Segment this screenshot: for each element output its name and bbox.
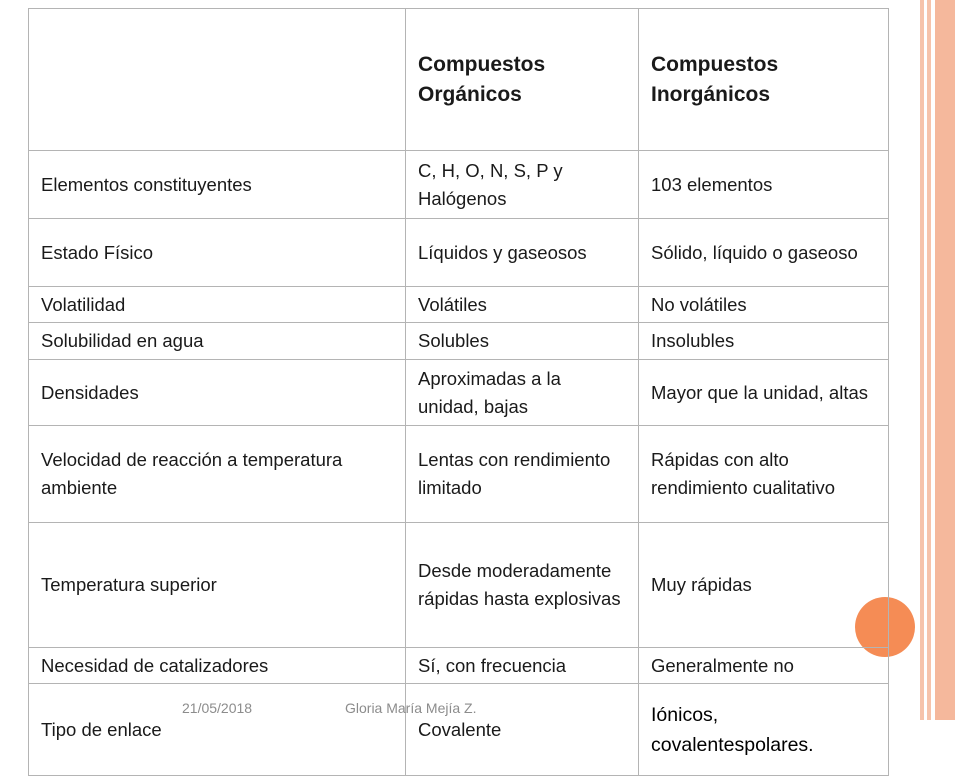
inorganic-cell: Iónicos, covalentespolares. — [639, 684, 889, 776]
footer-author: Gloria María Mejía Z. — [345, 700, 477, 716]
decorative-stripes — [920, 0, 960, 720]
inorganic-cell: Rápidas con alto rendimiento cualitativo — [639, 426, 889, 523]
row-label: Velocidad de reacción a temperatura ambiente — [29, 426, 406, 523]
table-row — [29, 684, 889, 776]
inorganic-cell: Mayor que la unidad, altas — [639, 360, 889, 426]
inorganic-cell: 103 elementos — [639, 151, 889, 219]
organic-cell: Líquidos y gaseosos — [406, 219, 639, 287]
table-row — [29, 523, 889, 648]
header-cell-empty — [29, 9, 406, 151]
inorganic-cell: Generalmente no — [639, 648, 889, 684]
table-row — [29, 648, 889, 684]
header-cell-organic: Compuestos Orgánicos — [406, 9, 639, 151]
organic-cell: C, H, O, N, S, P y Halógenos — [406, 151, 639, 219]
table-row — [29, 151, 889, 219]
row-label: Estado Físico — [29, 219, 406, 287]
inorganic-cell: Sólido, líquido o gaseoso — [639, 219, 889, 287]
inorganic-cell: Muy rápidas — [639, 523, 889, 648]
comparison-table — [28, 8, 889, 776]
organic-cell: Aproximadas a la unidad, bajas — [406, 360, 639, 426]
table-row — [29, 426, 889, 523]
header-cell-inorganic: Compuestos Inorgánicos — [639, 9, 889, 151]
row-label: Temperatura superior — [29, 523, 406, 648]
row-label: Necesidad de catalizadores — [29, 648, 406, 684]
organic-cell: Lentas con rendimiento limitado — [406, 426, 639, 523]
organic-cell: Sí, con frecuencia — [406, 648, 639, 684]
inorganic-cell: No volátiles — [639, 287, 889, 323]
row-label: Tipo de enlace — [29, 684, 406, 776]
table-row — [29, 360, 889, 426]
organic-cell: Desde moderadamente rápidas hasta explosivas — [406, 523, 639, 648]
table-header-row — [29, 9, 889, 151]
footer-date: 21/05/2018 — [182, 700, 253, 716]
table-row — [29, 323, 889, 360]
row-label: Densidades — [29, 360, 406, 426]
inorganic-cell: Insolubles — [639, 323, 889, 360]
table-row — [29, 219, 889, 287]
row-label: Volatilidad — [29, 287, 406, 323]
organic-cell: Covalente — [406, 684, 639, 776]
row-label: Elementos constituyentes — [29, 151, 406, 219]
organic-cell: Volátiles — [406, 287, 639, 323]
table-row — [29, 287, 889, 323]
row-label: Solubilidad en agua — [29, 323, 406, 360]
organic-cell: Solubles — [406, 323, 639, 360]
